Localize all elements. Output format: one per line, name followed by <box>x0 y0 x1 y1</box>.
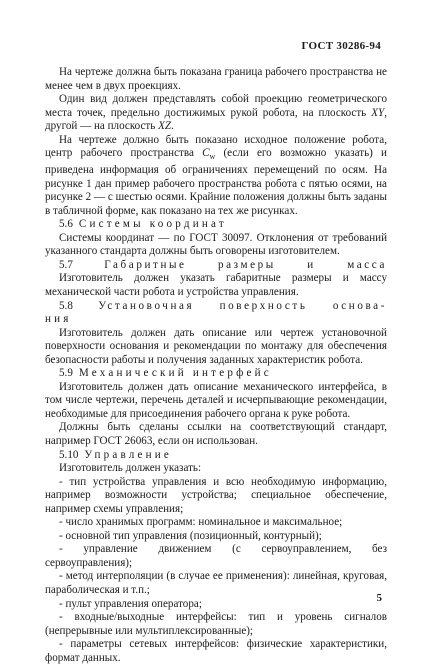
document-body <box>45 66 387 665</box>
list-item: - входные/выходные интерфейсы: тип и уровень сигналов (непрерывные или мультиплексированные); <box>45 611 387 637</box>
section-5-8-text: Изготовитель должен дать описание или чертеж установочной поверхности основания и рекомендации по монтажу для обеспечения безопасности работы и получения заданных характеристик робота. <box>45 326 387 366</box>
list-item: - метод интерполяции (в случае ее применения): линейная, круговая, параболическая и т.п.; <box>45 570 387 596</box>
paragraph-initial-position: На чертеже должно быть показано исходное положение робота, центр рабочего пространства $C_w$ (если его возможно указать) и приведена информация об ограничениях перемещений по осям. На рисунке 1 дан пример рабочего пространства робота с пятью осями, на рисунке 2 — с шестью осями. Крайние положения должны быть заданы в табличной форме, как показано на тех же рисунках. <box>45 133 387 217</box>
plane-xy-symbol: XY <box>371 106 385 119</box>
paragraph-projection-views: Один вид должен представлять собой проекцию геометрического места точек, предельно достижимых рукой робота, на плоскость XY, другой — на плоскость XZ. <box>45 93 387 133</box>
list-item: - тип устройства управления и всю необходимую информацию, например возможности устройства; специальное обеспечение, например схемы управления; <box>45 475 387 515</box>
section-heading-5-7: 5.7 Габаритные размеры и масса <box>59 258 387 271</box>
section-heading-5-9: 5.9 Механический интерфейс <box>59 367 272 380</box>
section-5-6-text: Системы координат — по ГОСТ 30097. Отклонения от требований указанного стандарта должны быть оговорены изготовителем. <box>45 231 387 258</box>
section-5-9-text-2: Должны быть сделаны ссылки на соответствующий стандарт, например ГОСТ 26063, если он использован. <box>45 421 387 447</box>
section-5-7-text: Изготовитель должен указать габаритные размеры и массу механической части робота и устройства управления. <box>45 272 387 298</box>
standard-code-header: ГОСТ 30286-94 <box>301 40 381 52</box>
list-item: - управление движением (с сервоуправлением, без сервоуправления); <box>45 543 387 569</box>
page-number: 5 <box>376 592 382 604</box>
list-item: - параметры сетевых интерфейсов: физические характеристики, формат данных. <box>45 638 387 664</box>
list-item: - пульт управления оператора; <box>59 597 202 610</box>
section-heading-5-8-line1: 5.8 Установочная поверхность основа- <box>59 299 387 312</box>
section-5-9-text-1: Изготовитель должен дать описание механического интерфейса, в том числе чертежи, перечень деталей и исчерпывающие рекомендации, необходимые для присоединения рабочего органа к руке робота. <box>45 380 387 420</box>
section-heading-5-6: 5.6 Системы координат <box>59 218 227 231</box>
workspace-center-symbol: C <box>202 147 210 160</box>
plane-xz-symbol: XZ <box>158 120 172 133</box>
section-heading-5-8-line2: ния <box>45 313 72 326</box>
paragraph-boundary-drawing: На чертеже должна быть показана граница рабочего пространства не менее чем в двух проекциях. <box>45 66 387 92</box>
list-item: - число хранимых программ: номинальное и максимальное; <box>59 516 343 529</box>
section-5-10-intro: Изготовитель должен указать: <box>59 462 202 475</box>
list-item: - основной тип управления (позиционный, контурный); <box>59 529 322 542</box>
section-heading-5-10: 5.10 Управление <box>59 448 173 461</box>
